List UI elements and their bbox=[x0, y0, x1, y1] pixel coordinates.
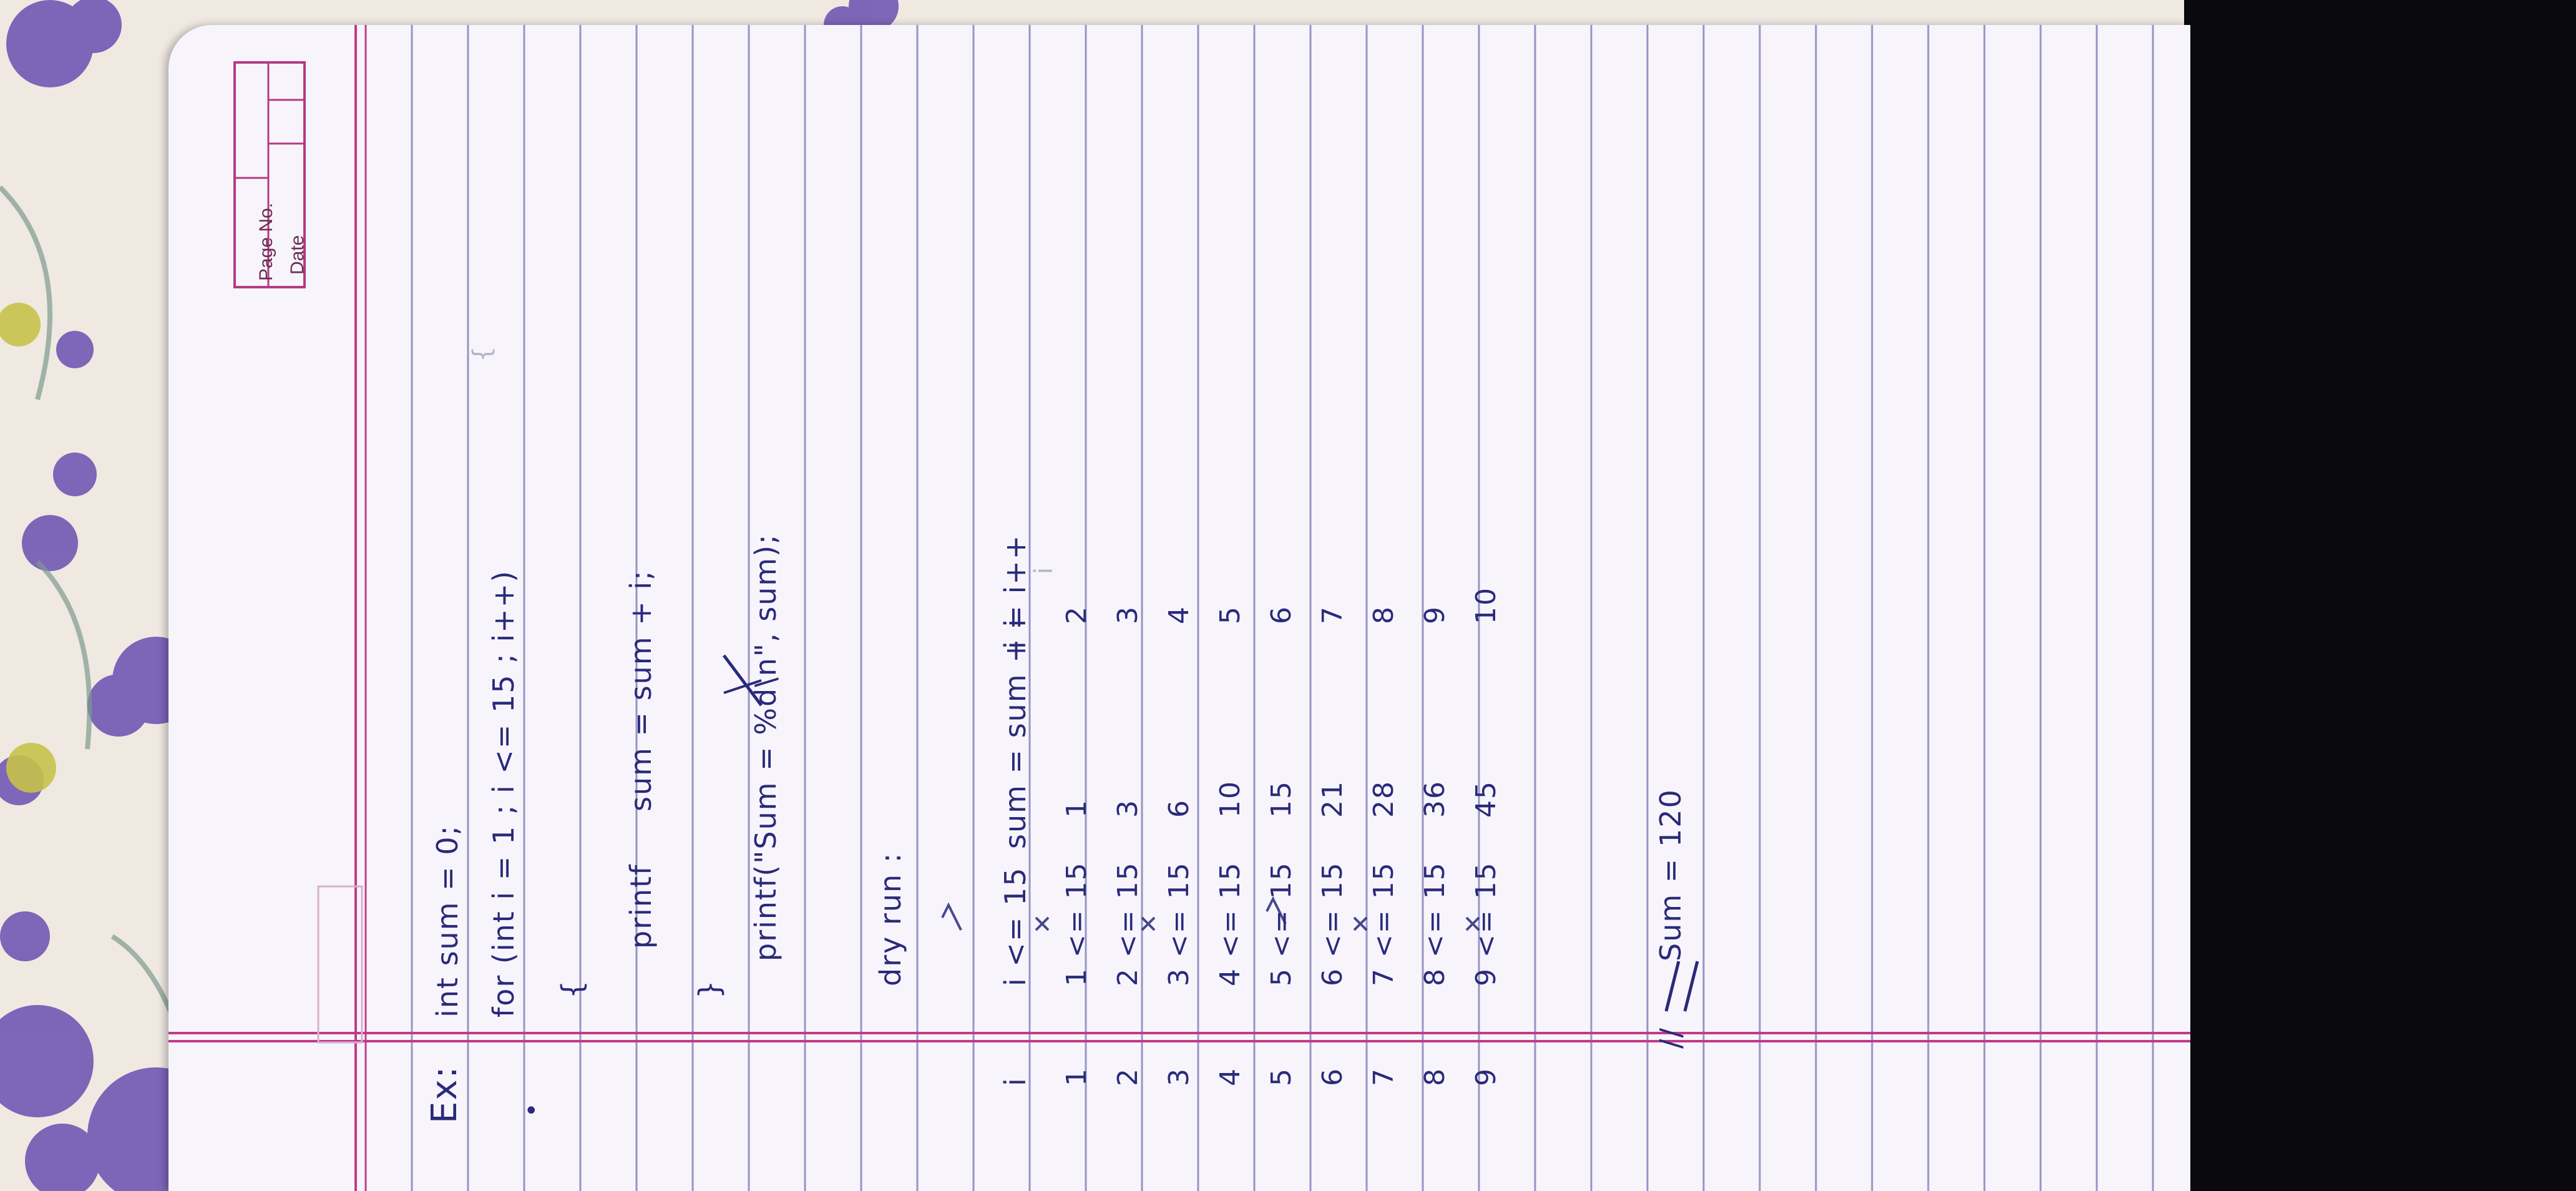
notebook-page bbox=[168, 25, 2190, 1191]
date-label: Date bbox=[287, 235, 308, 275]
dark-background bbox=[2184, 0, 2576, 1191]
dry-run-title: dry run : bbox=[874, 851, 907, 986]
table-cell-cond: 3 <= 15 bbox=[1163, 861, 1195, 986]
table-header-cond: i <= 15 bbox=[998, 866, 1032, 986]
table-cell-inc: 9 bbox=[1419, 605, 1451, 624]
table-cell-cond: 8 <= 15 bbox=[1419, 861, 1451, 986]
table-cell-inc: 8 bbox=[1368, 605, 1400, 624]
table-cell-i: 6 bbox=[1317, 1067, 1349, 1086]
table-header-inc: i = i++ bbox=[998, 534, 1032, 649]
code-line-declaration: int sum = 0; bbox=[431, 824, 464, 1017]
table-cell-inc: 7 bbox=[1317, 605, 1349, 624]
table-cell-i: 2 bbox=[1112, 1067, 1144, 1086]
code-line-sum: sum = sum + i; bbox=[624, 569, 658, 811]
table-cell-inc: 5 bbox=[1214, 605, 1246, 624]
table-header-i: i bbox=[998, 1077, 1032, 1086]
table-cell-inc: 6 bbox=[1266, 605, 1297, 624]
code-line-printf: printf("Sum = %d\n", sum); bbox=[749, 533, 783, 961]
table-cell-i: 4 bbox=[1214, 1067, 1246, 1086]
bullet: • bbox=[518, 1101, 547, 1117]
table-header-sum: sum = sum + i bbox=[998, 617, 1032, 849]
table-cell-i: 7 bbox=[1368, 1067, 1400, 1086]
code-close-brace: } bbox=[693, 979, 726, 999]
table-cell-inc: 3 bbox=[1112, 605, 1144, 624]
table-cell-cond: 7 <= 15 bbox=[1368, 861, 1400, 986]
table-cell-i: 8 bbox=[1419, 1067, 1451, 1086]
table-cell-sum: 15 bbox=[1266, 780, 1297, 818]
code-struck-word: printf bbox=[624, 863, 658, 949]
result-sum: Sum = 120 bbox=[1654, 788, 1687, 961]
bleed-through-text: { bbox=[468, 345, 497, 362]
table-cell-inc: 10 bbox=[1470, 587, 1502, 624]
code-line-for: for (int i = 1 ; i <= 15 ; i++) bbox=[487, 569, 520, 1017]
table-cell-inc: 4 bbox=[1163, 605, 1195, 624]
table-cell-sum: 45 bbox=[1470, 780, 1502, 818]
table-cell-cond: 4 <= 15 bbox=[1214, 861, 1246, 986]
table-cell-cond: 9 <= 15 bbox=[1470, 861, 1502, 986]
table-cell-sum: 28 bbox=[1368, 780, 1400, 818]
table-cell-cond: 2 <= 15 bbox=[1112, 861, 1144, 986]
table-cell-i: 5 bbox=[1266, 1067, 1297, 1086]
table-cell-i: 1 bbox=[1061, 1067, 1093, 1086]
table-cell-i: 9 bbox=[1470, 1067, 1502, 1086]
page-no-label: Page No. bbox=[256, 202, 276, 281]
table-cell-i: 3 bbox=[1163, 1067, 1195, 1086]
table-cell-sum: 21 bbox=[1317, 780, 1349, 818]
table-cell-cond: 5 <= 15 bbox=[1266, 861, 1297, 986]
table-cell-sum: 10 bbox=[1214, 780, 1246, 818]
table-cell-inc: 2 bbox=[1061, 605, 1093, 624]
table-cell-sum: 6 bbox=[1163, 799, 1195, 818]
result-comment: // bbox=[1654, 1027, 1687, 1049]
table-cell-sum: 1 bbox=[1061, 799, 1093, 818]
table-cell-cond: 6 <= 15 bbox=[1317, 861, 1349, 986]
table-cell-cond: 1 <= 15 bbox=[1061, 861, 1093, 986]
table-cell-sum: 36 bbox=[1419, 780, 1451, 818]
table-cell-sum: 3 bbox=[1112, 799, 1144, 818]
bleed-through-text-2: i bbox=[1030, 566, 1058, 574]
ex-label: Ex: bbox=[424, 1065, 465, 1124]
code-open-brace: { bbox=[555, 979, 589, 999]
